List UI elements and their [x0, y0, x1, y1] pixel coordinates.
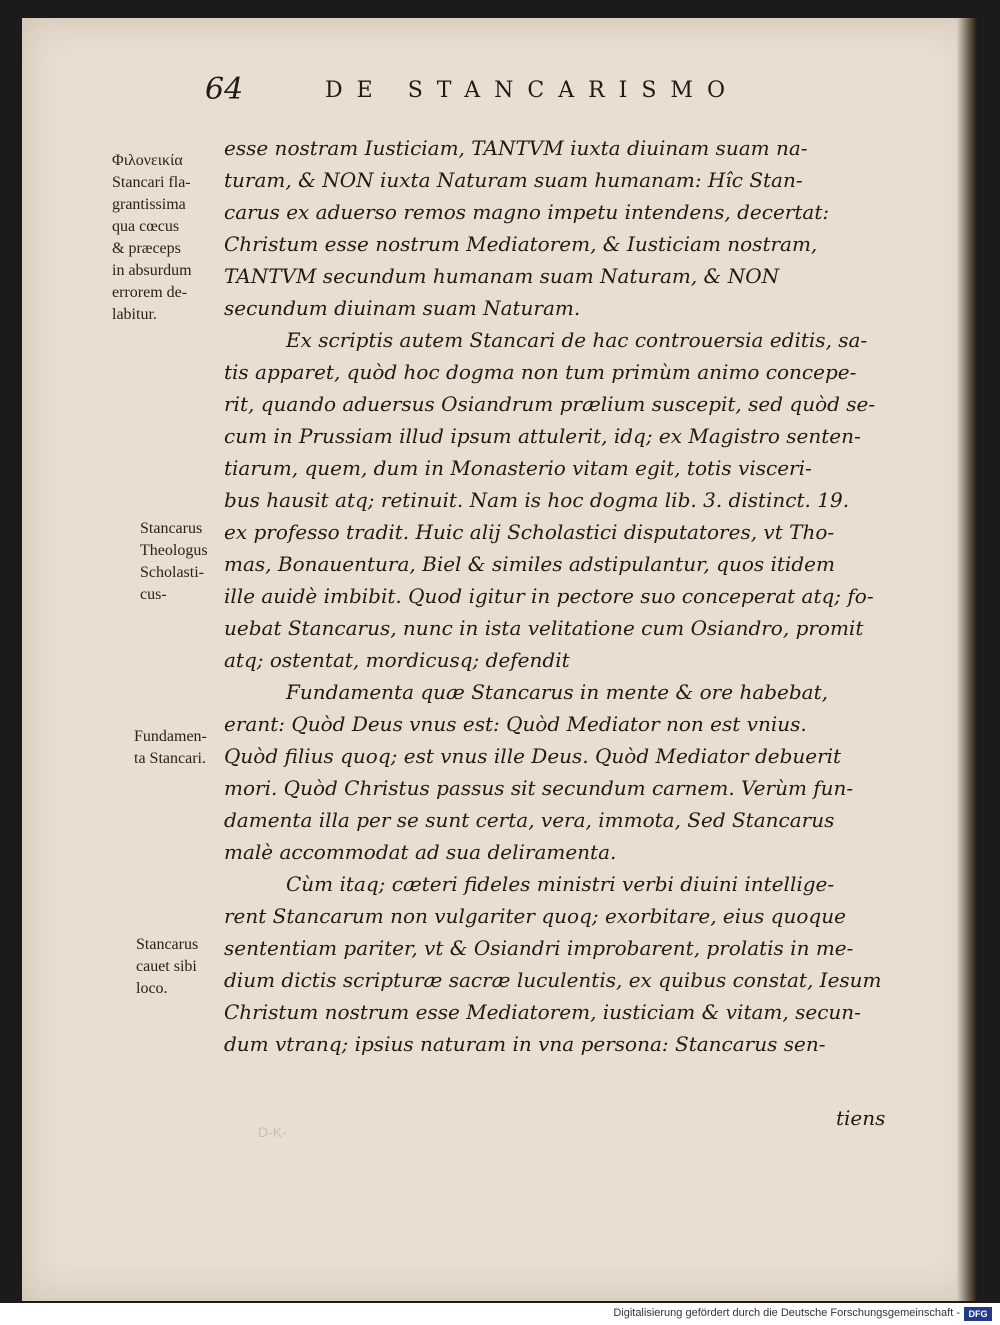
margin-note-line: in absurdum: [112, 262, 192, 279]
page-number: 64: [205, 72, 244, 107]
margin-note-line: loco.: [136, 980, 168, 997]
margin-note-line: cus-: [140, 586, 167, 603]
text-line: atq; ostentat, mordicusq; defendit: [224, 648, 570, 672]
text-line: Ex scriptis autem Stancari de hac controuersia editis, sa-: [286, 328, 868, 352]
text-line: TANTVM secundum humanam suam Naturam, & NON: [224, 264, 780, 288]
margin-note-line: Stancari fla-: [112, 174, 191, 191]
text-line: erant: Quòd Deus vnus est: Quòd Mediator non est vnius.: [224, 712, 807, 736]
margin-note-line: Stancarus: [136, 936, 199, 953]
margin-note-line: qua cœcus: [112, 218, 180, 235]
text-line: secundum diuinam suam Naturam.: [224, 296, 581, 320]
text-line: Christum nostrum esse Mediatorem, iusticiam & vitam, secun-: [224, 1000, 861, 1024]
text-line: Cùm itaq; cæteri fideles ministri verbi diuini intellige-: [286, 872, 835, 896]
text-line: Quòd filius quoq; est vnus ille Deus. Quòd Mediator debuerit: [224, 744, 842, 768]
text-line: tiarum, quem, dum in Monasterio vitam egit, totis visceri-: [224, 456, 812, 480]
margin-note-line: Theologus: [140, 542, 208, 559]
text-line: ille auidè imbibit. Quod igitur in pectore suo conceperat atq; fo-: [224, 584, 874, 608]
footer-credit: Digitalisierung gefördert durch die Deutsche Forschungsgemeinschaft -: [613, 1307, 960, 1319]
text-line: damenta illa per se sunt certa, vera, immota, Sed Stancarus: [224, 808, 835, 832]
margin-note-line: Scholasti-: [140, 564, 204, 581]
text-line: rent Stancarum non vulgariter quoq; exorbitare, eius quoque: [224, 904, 846, 928]
margin-note-1: [112, 150, 228, 326]
text-line: malè accommodat ad sua deliramenta.: [224, 840, 617, 864]
margin-note-line: ta Stancari.: [134, 750, 206, 767]
text-line: turam, & NON iuxta Naturam suam humanam: Hîc Stan-: [224, 168, 803, 192]
body-text: [224, 132, 904, 1060]
margin-note-line: Φιλονεικία: [112, 152, 183, 169]
running-title: DE STANCARISMO: [325, 78, 739, 103]
margin-note-line: labitur.: [112, 306, 157, 323]
dfg-logo-icon: DFG: [964, 1307, 992, 1321]
text-line: uebat Stancarus, nunc in ista velitatione cum Osiandro, promit: [224, 616, 864, 640]
text-line: esse nostram Iusticiam, TANTVM iuxta diuinam suam na-: [224, 136, 808, 160]
text-line: rit, quando aduersus Osiandrum prælium suscepit, sed quòd se-: [224, 392, 876, 416]
margin-note-line: errorem de-: [112, 284, 188, 301]
catchword: tiens: [836, 1106, 886, 1130]
pencil-mark: D-K-: [258, 1124, 287, 1140]
text-line: ex professo tradit. Huic alij Scholastici disputatores, vt Tho-: [224, 520, 835, 544]
text-line: mas, Bonauentura, Biel & similes adstipulantur, quos itidem: [224, 552, 835, 576]
margin-note-line: & præceps: [112, 240, 181, 257]
book-spine: [957, 18, 977, 1301]
text-line: bus hausit atq; retinuit. Nam is hoc dogma lib. 3. distinct. 19.: [224, 488, 850, 512]
margin-note-line: cauet sibi: [136, 958, 197, 975]
text-line: mori. Quòd Christus passus sit secundum carnem. Verùm fun-: [224, 776, 854, 800]
text-line: carus ex aduerso remos magno impetu intendens, decertat:: [224, 200, 830, 224]
margin-note-line: Stancarus: [140, 520, 203, 537]
text-line: cum in Prussiam illud ipsum attulerit, idq; ex Magistro senten-: [224, 424, 861, 448]
text-line: tis apparet, quòd hoc dogma non tum primùm animo concepe-: [224, 360, 857, 384]
text-line: dum vtranq; ipsius naturam in vna persona: Stancarus sen-: [224, 1032, 826, 1056]
page-header: [205, 72, 825, 112]
text-line: sententiam pariter, vt & Osiandri improbarent, prolatis in me-: [224, 936, 854, 960]
margin-note-line: grantissima: [112, 196, 186, 213]
margin-note-4: [136, 934, 228, 1000]
text-line: Fundamenta quæ Stancarus in mente & ore habebat,: [286, 680, 829, 704]
margin-note-2: [140, 518, 228, 606]
margin-note-line: Fundamen-: [134, 728, 207, 745]
text-line: dium dictis scripturæ sacræ luculentis, ex quibus constat, Iesum: [224, 968, 882, 992]
text-line: Christum esse nostrum Mediatorem, & Iusticiam nostram,: [224, 232, 818, 256]
margin-note-3: [134, 726, 230, 770]
footer-bar: [0, 1303, 1000, 1325]
